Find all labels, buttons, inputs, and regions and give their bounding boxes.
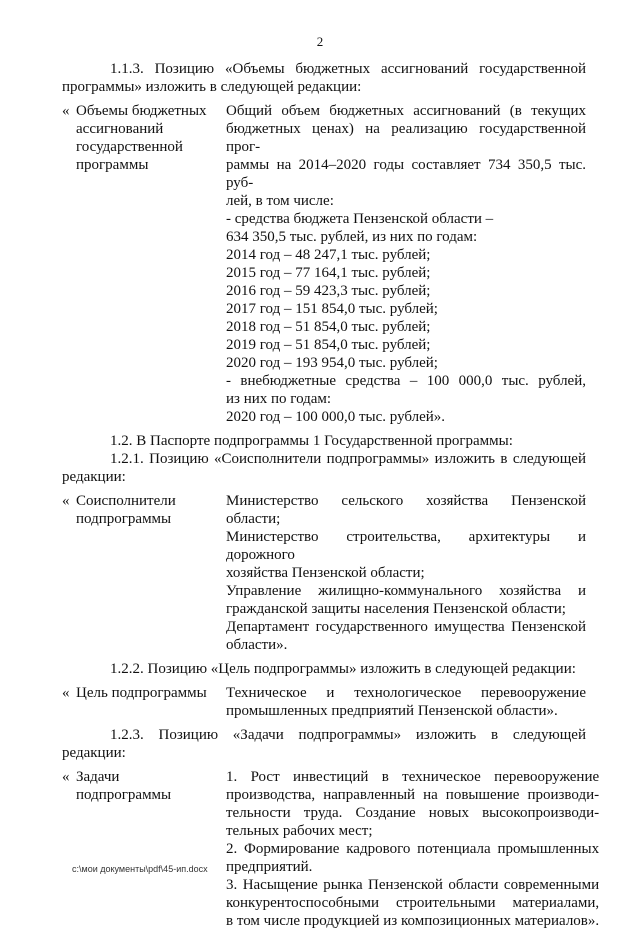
paragraph-line: редакции: — [62, 745, 126, 761]
value-line: тельных рабочих мест; — [226, 823, 373, 839]
paragraph-line: программы» изложить в следующей редакции: — [62, 79, 362, 95]
opening-quote: « — [62, 769, 70, 785]
value-line: производства, направленный на повышение производи- — [226, 787, 600, 803]
value-line: Управление жилищно-коммунального хозяйства и — [226, 583, 586, 599]
label-line: подпрограммы — [76, 787, 172, 803]
paragraph-1-2-1 — [62, 450, 586, 486]
value-line: 2016 год – 59 423,3 тыс. рублей; — [226, 283, 431, 299]
value-line: Общий объем бюджетных ассигнований (в текущих — [226, 103, 586, 119]
value-line: 2017 год – 151 854,0 тыс. рублей; — [226, 301, 438, 317]
value-line: области». — [226, 637, 288, 653]
row-label — [76, 102, 226, 426]
value-line: 2020 год – 193 954,0 тыс. рублей; — [226, 355, 438, 371]
paragraph-line: редакции: — [62, 469, 126, 485]
label-line: государственной — [76, 139, 183, 155]
value-line: из них по годам: — [226, 391, 332, 407]
label-line: подпрограммы — [76, 511, 172, 527]
value-line: 2020 год – 100 000,0 тыс. рублей». — [226, 409, 446, 425]
row-value — [226, 492, 586, 654]
value-line: 1. Рост инвестиций в техническое перевооружение — [226, 769, 600, 785]
label-line: Соисполнители — [76, 493, 176, 509]
document-body — [62, 60, 600, 936]
value-line: конкурентоспособными строительными материалами, — [226, 895, 600, 911]
row-label — [76, 684, 226, 720]
value-line: тельности труда. Создание новых высокопроизводи- — [226, 805, 600, 821]
paragraph-1-2-3 — [62, 726, 586, 762]
value-line: 2018 год – 51 854,0 тыс. рублей; — [226, 319, 431, 335]
paragraph-line: 1.1.3. Позицию «Объемы бюджетных ассигнований государственной — [110, 61, 586, 77]
row-value — [226, 768, 599, 930]
page-number: 2 — [316, 34, 324, 49]
opening-quote: « — [62, 685, 70, 701]
opening-quote: « — [62, 493, 70, 509]
value-line: предприятий. — [226, 859, 313, 875]
row-label — [76, 768, 226, 930]
value-line: 2014 год – 48 247,1 тыс. рублей; — [226, 247, 431, 263]
value-line: Министерство строительства, архитектуры и дорожного — [226, 529, 586, 563]
value-line: 634 350,5 тыс. рублей, из них по годам: — [226, 229, 478, 245]
value-line: - внебюджетные средства – 100 000,0 тыс. рублей, — [226, 373, 586, 389]
value-line: Департамент государственного имущества Пензенской — [226, 619, 586, 635]
value-line: хозяйства Пензенской области; — [226, 565, 425, 581]
row-value — [226, 102, 586, 426]
value-line: - средства бюджета Пензенской области – — [226, 211, 494, 227]
value-line: Министерство сельского хозяйства Пензенской — [226, 493, 586, 509]
table-row-budget — [62, 102, 586, 426]
label-line: Задачи — [76, 769, 120, 785]
value-line: 2019 год – 51 854,0 тыс. рублей; — [226, 337, 431, 353]
value-line: раммы на 2014–2020 годы составляет 734 350,5 тыс. руб- — [226, 157, 586, 191]
label-line: ассигнований — [76, 121, 164, 137]
row-value — [226, 684, 586, 720]
table-row-coexecutors — [62, 492, 586, 654]
file-path-footer: c:\мои документы\pdf\45-ип.docx — [72, 864, 208, 874]
row-label — [76, 492, 226, 654]
table-row-goal — [62, 684, 586, 720]
value-line: 2. Формирование кадрового потенциала промышленных — [226, 841, 600, 857]
paragraph-line: 1.2.1. Позицию «Соисполнители подпрограммы» изложить в следующей — [110, 451, 586, 467]
value-line: 3. Насыщение рынка Пензенской области современными — [226, 877, 600, 893]
paragraph-1-1-3 — [62, 60, 586, 96]
opening-quote: « — [62, 103, 70, 119]
label-line: программы — [76, 157, 149, 173]
table-row-tasks — [62, 768, 600, 930]
value-line: лей, в том числе: — [226, 193, 334, 209]
value-line: промышленных предприятий Пензенской области». — [226, 703, 558, 719]
value-line: Техническое и технологическое перевооружение — [226, 685, 586, 701]
value-line: 2015 год – 77 164,1 тыс. рублей; — [226, 265, 431, 281]
label-line: Цель подпрограммы — [76, 685, 207, 701]
value-line: гражданской защиты населения Пензенской области; — [226, 601, 566, 617]
label-line: Объемы бюджетных — [76, 103, 207, 119]
paragraph-1-2: 1.2. В Паспорте подпрограммы 1 Государственной программы: — [110, 433, 513, 449]
value-line: области; — [226, 511, 281, 527]
value-line: в том числе продукцией из композиционных материалов». — [226, 913, 600, 929]
paragraph-1-2-2: 1.2.2. Позицию «Цель подпрограммы» изложить в следующей редакции: — [110, 661, 576, 677]
value-line: бюджетных ценах) на реализацию государственной прог- — [226, 121, 586, 155]
paragraph-line: 1.2.3. Позицию «Задачи подпрограммы» изложить в следующей — [110, 727, 586, 743]
